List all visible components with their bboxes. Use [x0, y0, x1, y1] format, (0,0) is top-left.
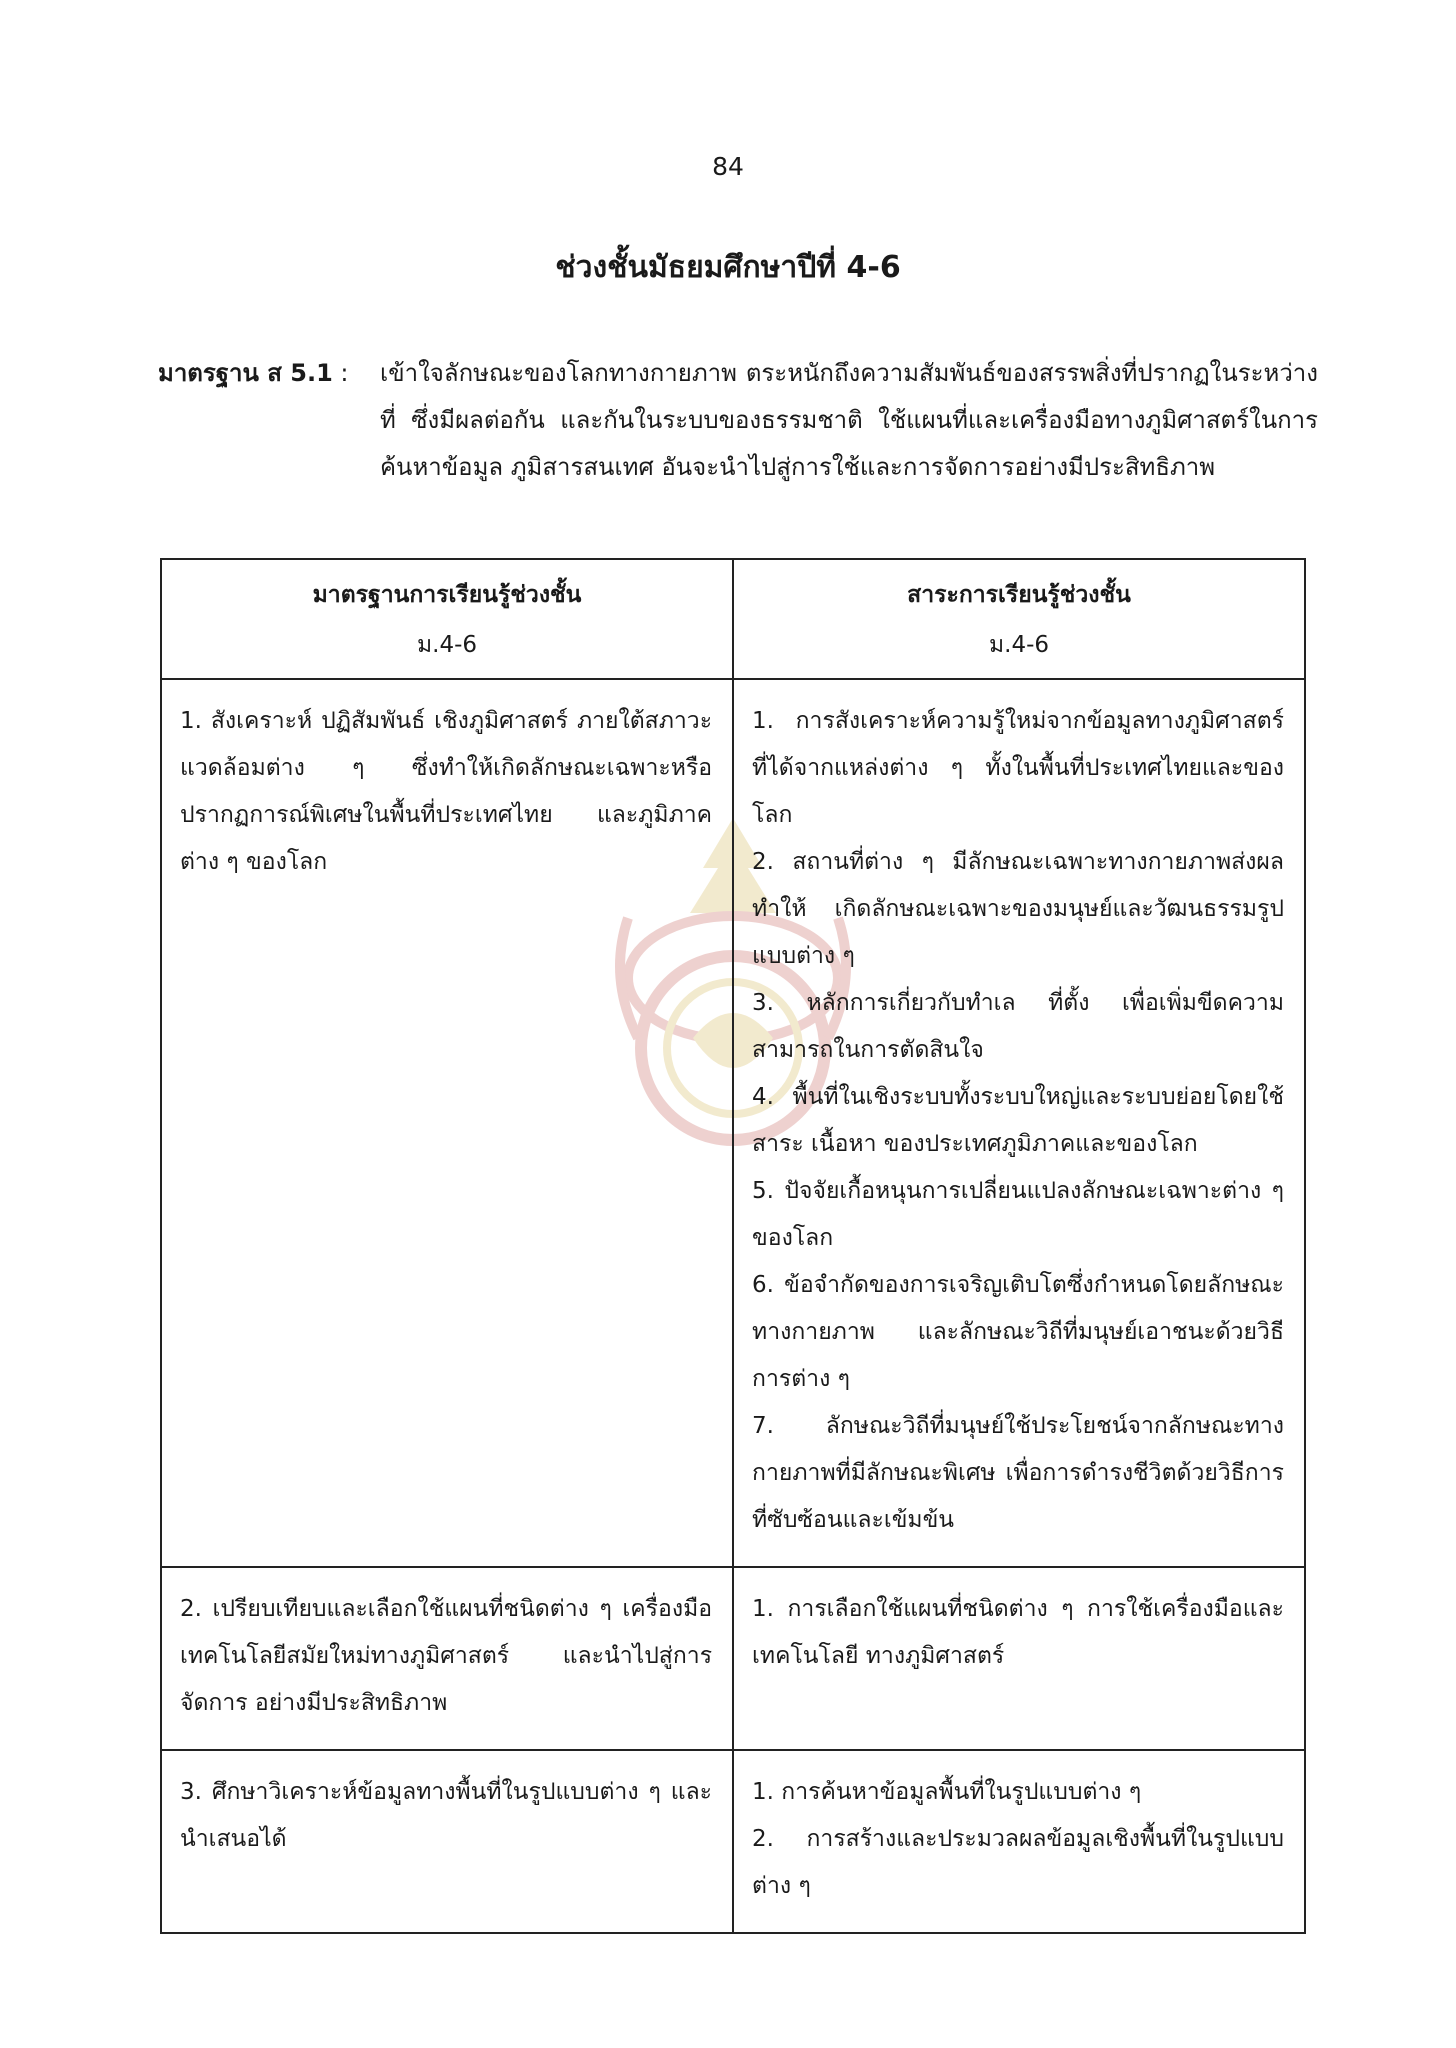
standard-cell	[161, 1750, 733, 1933]
content-item: 2. การสร้างและประมวลผลข้อมูลเชิงพื้นที่ในรูปแบบต่าง ๆ	[752, 1826, 1284, 1899]
content-item: 5. ปัจจัยเกื้อหนุนการเปลี่ยนแปลงลักษณะเฉพาะต่าง ๆ ของโลก	[752, 1178, 1284, 1251]
table-row	[161, 1750, 1305, 1933]
header-title: สาระการเรียนรู้ช่วงชั้น	[907, 582, 1131, 608]
content-item: 3. หลักการเกี่ยวกับทำเล ที่ตั้ง เพื่อเพิ่มขีดความสามารถในการตัดสินใจ	[752, 990, 1284, 1063]
content-item: 4. พื้นที่ในเชิงระบบทั้งระบบใหญ่และระบบย่อยโดยใช้สาระ เนื้อหา ของประเทศภูมิภาคและของโลก	[752, 1084, 1284, 1157]
standard-item: 2. เปรียบเทียบและเลือกใช้แผนที่ชนิดต่าง ๆ เครื่องมือเทคโนโลยีสมัยใหม่ทางภูมิศาสตร์ และนำไปสู่การจัดการ อย่างมีประสิทธิภาพ	[180, 1596, 713, 1716]
content-item: 7. ลักษณะวิถีที่มนุษย์ใช้ประโยชน์จากลักษณะทางกายภาพที่มีลักษณะพิเศษ เพื่อการดำรงชีวิตด้วยวิธีการที่ซับซ้อนและเข้มข้น	[752, 1413, 1284, 1533]
standard-separator: :	[340, 359, 349, 387]
table-header-row	[161, 559, 1305, 679]
header-subtitle: ม.4-6	[989, 632, 1050, 658]
standard-block	[158, 350, 1318, 491]
standard-text: เข้าใจลักษณะของโลกทางกายภาพ ตระหนักถึงความสัมพันธ์ของสรรพสิ่งที่ปรากฏในระหว่างที่ ซึ่งมีผลต่อกัน และกันในระบบของธรรมชาติ ใช้แผนที่และเครื่องมือทางภูมิศาสตร์ในการค้นหาข้อมูล ภูมิสารสนเทศ อันจะนำไปสู่การใช้และการจัดการอย่างมีประสิทธิภาพ	[380, 359, 1318, 481]
table-row	[161, 679, 1305, 1567]
header-title: มาตรฐานการเรียนรู้ช่วงชั้น	[312, 582, 582, 608]
page-number: 84	[712, 152, 744, 181]
standard-item: 1. สังเคราะห์ ปฏิสัมพันธ์ เชิงภูมิศาสตร์ ภายใต้สภาวะแวดล้อมต่าง ๆ ซึ่งทำให้เกิดลักษณะเฉพาะหรือปรากฏการณ์พิเศษในพื้นที่ประเทศไทย และภูมิภาคต่าง ๆ ของโลก	[180, 708, 713, 875]
content-item: 2. สถานที่ต่าง ๆ มีลักษณะเฉพาะทางกายภาพส่งผลทำให้ เกิดลักษณะเฉพาะของมนุษย์และวัฒนธรรมรูปแบบต่าง ๆ	[752, 849, 1284, 969]
content-item: 1. การสังเคราะห์ความรู้ใหม่จากข้อมูลทางภูมิศาสตร์ที่ได้จากแหล่งต่าง ๆ ทั้งในพื้นที่ประเทศไทยและของโลก	[752, 708, 1284, 828]
standard-item: 3. ศึกษาวิเคราะห์ข้อมูลทางพื้นที่ในรูปแบบต่าง ๆ และนำเสนอได้	[180, 1779, 713, 1852]
content-item: 1. การค้นหาข้อมูลพื้นที่ในรูปแบบต่าง ๆ	[752, 1779, 1142, 1805]
content-cell	[733, 1750, 1305, 1933]
curriculum-table	[160, 558, 1306, 1934]
header-learning-standard	[161, 559, 733, 679]
standard-code: มาตรฐาน ส 5.1	[158, 359, 333, 387]
section-title: ช่วงชั้นมัธยมศึกษาปีที่ 4-6	[555, 250, 901, 285]
content-item: 1. การเลือกใช้แผนที่ชนิดต่าง ๆ การใช้เครื่องมือและเทคโนโลยี ทางภูมิศาสตร์	[752, 1596, 1284, 1669]
standard-cell	[161, 679, 733, 1567]
header-subtitle: ม.4-6	[417, 632, 478, 658]
standard-cell	[161, 1567, 733, 1750]
header-learning-content	[733, 559, 1305, 679]
table-row	[161, 1567, 1305, 1750]
standard-label	[158, 350, 378, 397]
content-cell	[733, 1567, 1305, 1750]
content-cell	[733, 679, 1305, 1567]
content-item: 6. ข้อจำกัดของการเจริญเติบโตซึ่งกำหนดโดยลักษณะทางกายภาพ และลักษณะวิถีที่มนุษย์เอาชนะด้วยวิธีการต่าง ๆ	[752, 1272, 1284, 1392]
